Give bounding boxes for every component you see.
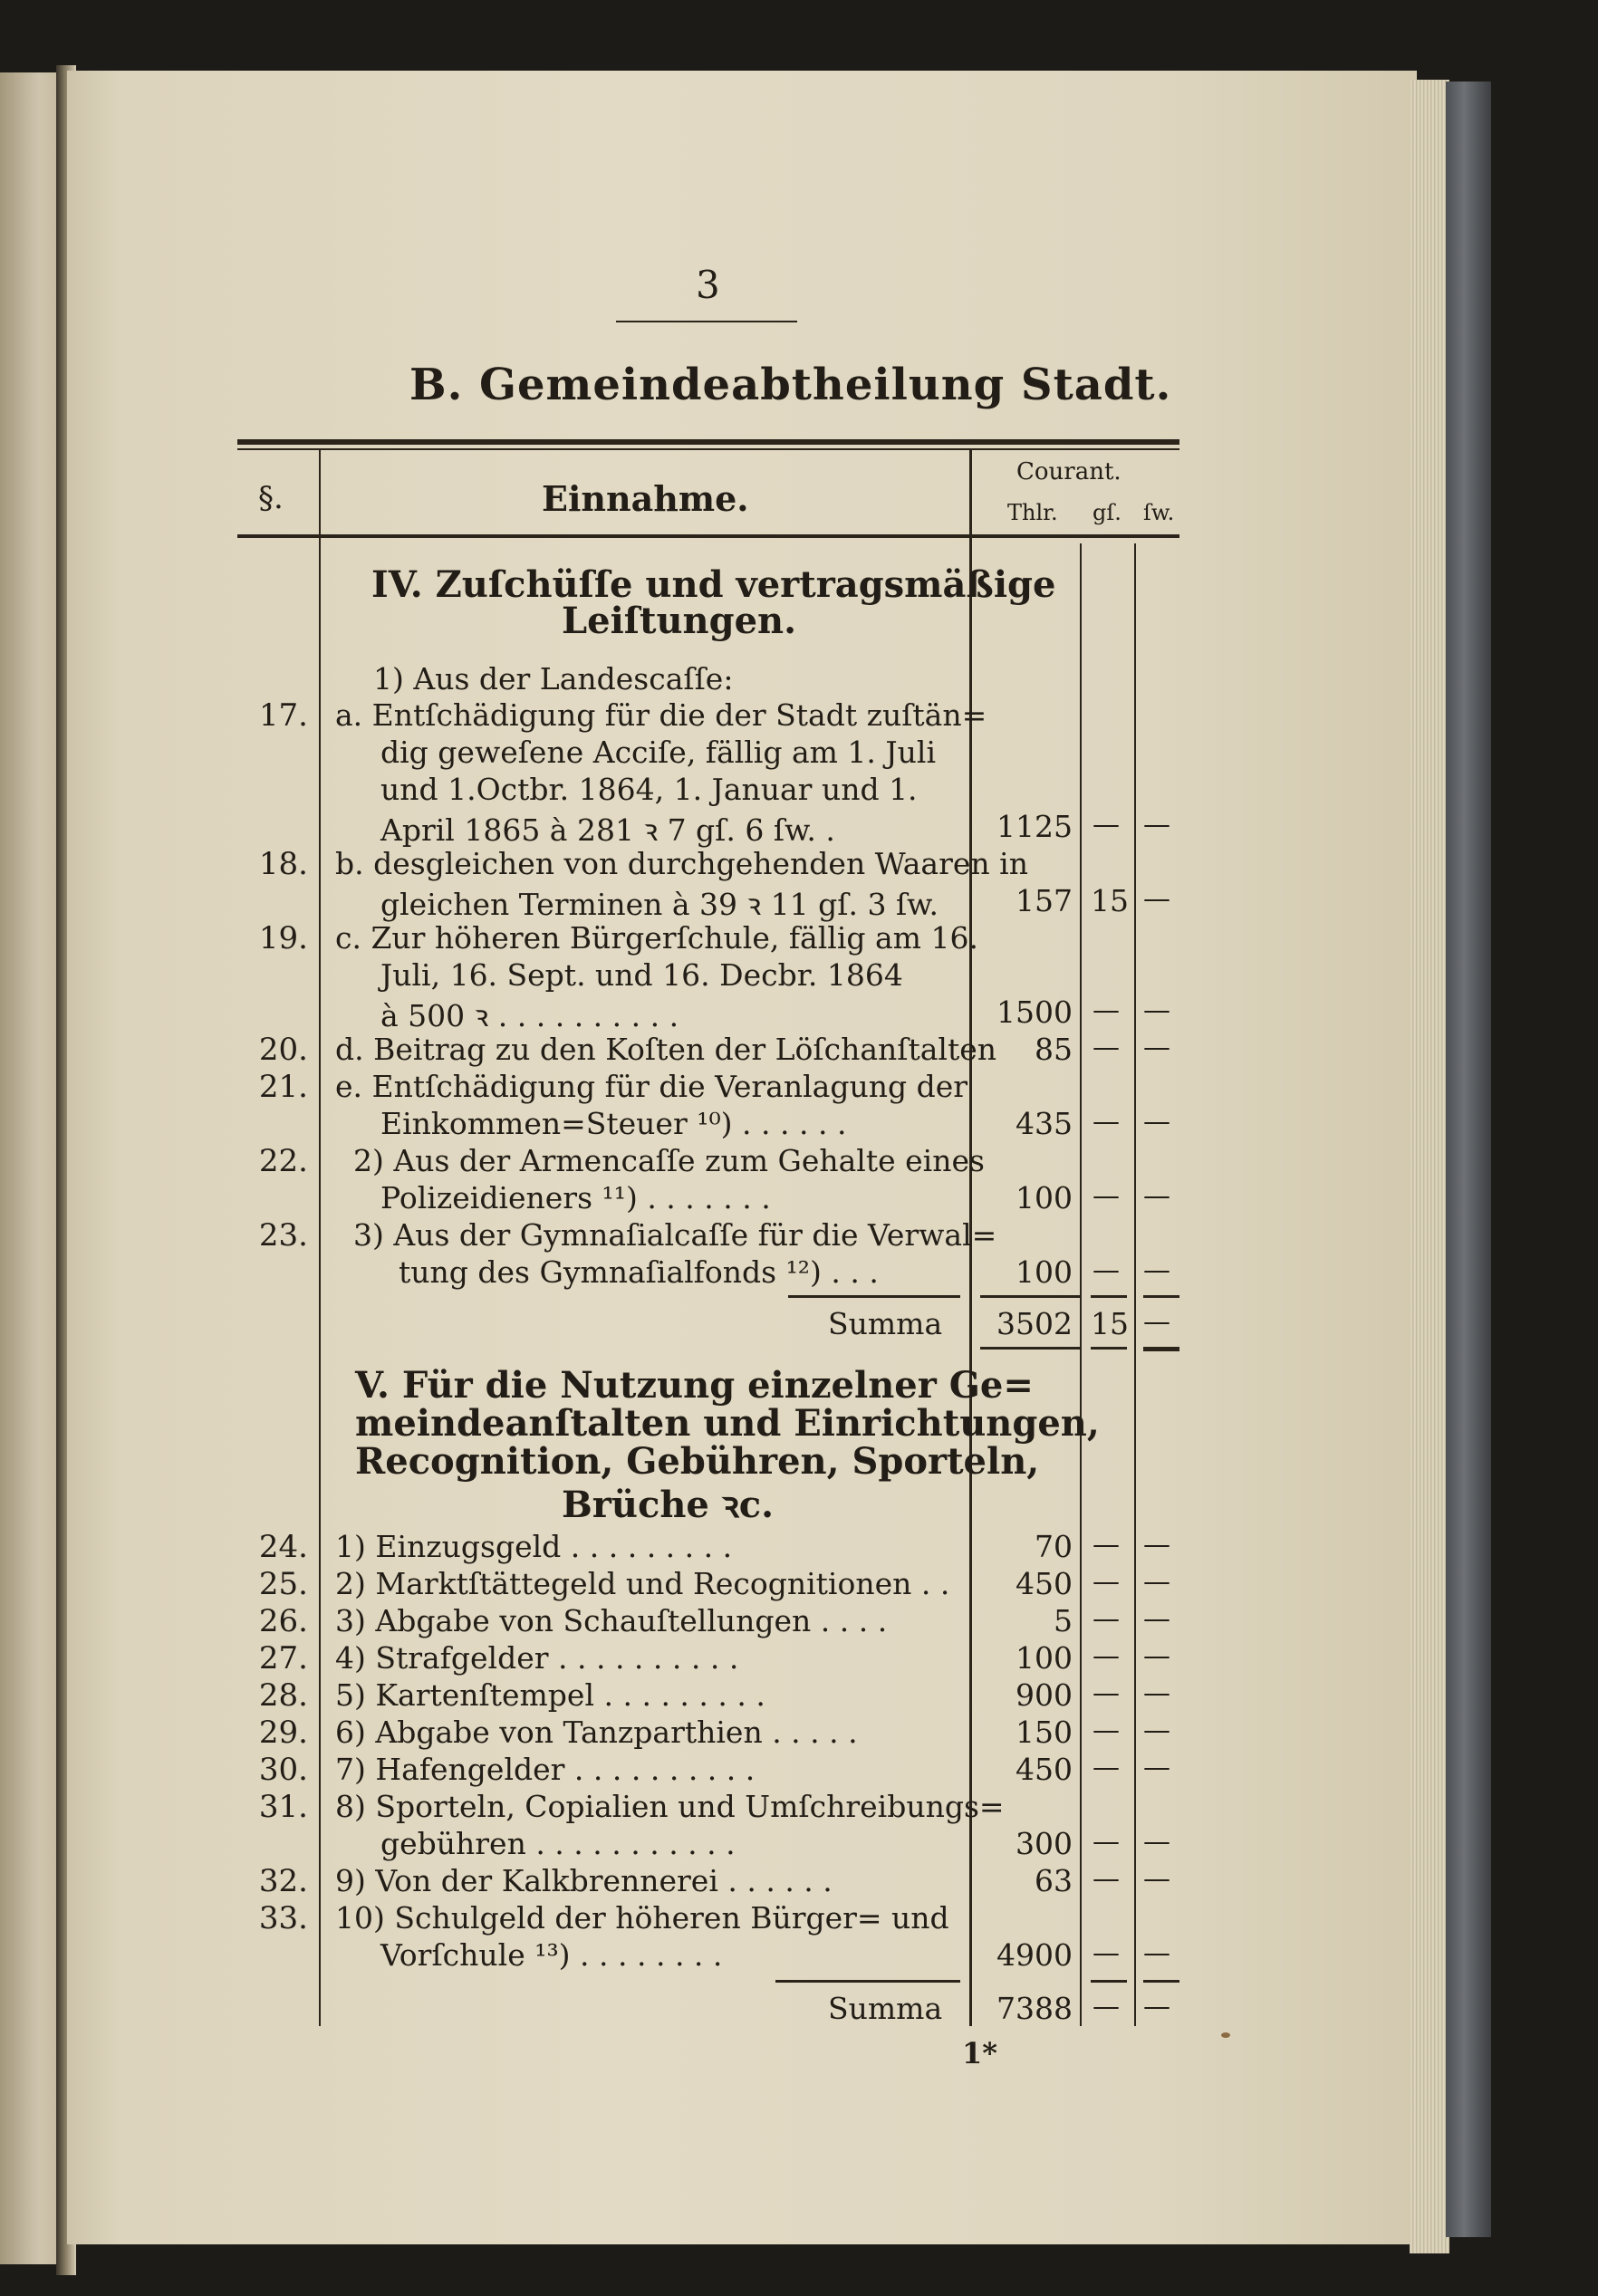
section-number: 24.: [258, 1529, 308, 1565]
amount-gs: —: [1093, 994, 1120, 1026]
section-number: 33.: [258, 1900, 308, 1936]
amount-thlr: 5: [1054, 1603, 1073, 1638]
amount-thlr: 100: [1016, 1180, 1073, 1215]
section-number: 27.: [258, 1640, 308, 1676]
summa-rule: [980, 1295, 1080, 1298]
table-top-rule-thin: [237, 448, 1179, 450]
section-number: 32.: [258, 1863, 308, 1899]
row-line: 4) Strafgelder . . . . . . . . . .: [335, 1640, 739, 1676]
page-number-rule: [616, 321, 797, 322]
amount-thlr: 85: [1035, 1032, 1073, 1067]
row-line: d. Beitrag zu den Koſten der Löſchanſtalten: [335, 1032, 996, 1067]
row-line: und 1.Octbr. 1864, 1. Januar und 1.: [380, 772, 918, 807]
section-iv-subheading: 1) Aus der Landescaſſe:: [373, 661, 734, 696]
amount-thlr: 450: [1016, 1752, 1073, 1787]
summa-thlr: 7388: [996, 1991, 1073, 2026]
table-top-rule: [237, 439, 1179, 445]
section-number: 18.: [258, 846, 308, 882]
section-number: 20.: [258, 1032, 308, 1068]
amount-sw: —: [1143, 1032, 1170, 1063]
row-line: April 1865 à 281 ꝛ 7 gſ. 6 ſw. .: [380, 812, 835, 848]
amount-gs: —: [1093, 1826, 1120, 1858]
amount-thlr: 70: [1035, 1529, 1073, 1564]
row-line: Vorſchule ¹³) . . . . . . . .: [380, 1937, 723, 1973]
gs-column-rule: [1134, 543, 1136, 2026]
amount-gs: —: [1093, 1603, 1120, 1635]
section-number: 30.: [258, 1752, 308, 1788]
amount-gs: —: [1093, 1032, 1120, 1063]
section-column-header: §.: [258, 480, 284, 516]
summa-label: Summa: [828, 1306, 943, 1341]
section-column-rule: [319, 450, 321, 2026]
amount-sw: —: [1143, 809, 1170, 841]
section-number: 21.: [258, 1069, 308, 1105]
amount-sw: —: [1143, 994, 1170, 1026]
row-line: 10) Schulgeld der höheren Bürger= und: [335, 1900, 949, 1936]
ink-spot: [1221, 2032, 1230, 2038]
section-number: 29.: [258, 1715, 308, 1751]
amount-sw: —: [1143, 1715, 1170, 1746]
amount-gs: —: [1093, 1863, 1120, 1895]
amount-sw: —: [1143, 1677, 1170, 1709]
amount-thlr: 1500: [996, 994, 1073, 1030]
section-v-heading-line2: meindeanſtalten und Einrichtungen,: [355, 1402, 1100, 1445]
table-header-rule: [237, 534, 1179, 538]
amount-thlr: 100: [1016, 1254, 1073, 1290]
summa-rule: [1091, 1295, 1127, 1298]
thlr-column-header: Thlr.: [1007, 500, 1058, 525]
row-line: 7) Hafengelder . . . . . . . . . .: [335, 1752, 756, 1787]
amount-gs: —: [1093, 809, 1120, 841]
row-line: 2) Marktſtättegeld und Recognitionen . .: [335, 1566, 950, 1601]
row-line: 3) Abgabe von Schauſtellungen . . . .: [335, 1603, 888, 1638]
summa-sw: —: [1143, 1306, 1170, 1338]
row-line: 6) Abgabe von Tanzparthien . . . . .: [335, 1715, 858, 1750]
row-line: c. Zur höheren Bürgerſchule, fällig am 16.: [335, 920, 978, 956]
amount-sw: —: [1143, 1603, 1170, 1635]
currency-column-header: Courant.: [1016, 458, 1121, 485]
row-line: a. Entſchädigung für die der Stadt zuſtän=: [335, 697, 987, 733]
amount-sw: —: [1143, 1529, 1170, 1561]
page-title: B. Gemeindeabtheilung Stadt.: [409, 360, 1172, 410]
section-number: 19.: [258, 920, 308, 956]
row-line: dig geweſene Acciſe, fällig am 1. Juli: [380, 735, 936, 770]
row-line: Polizeidieners ¹¹) . . . . . . .: [380, 1180, 771, 1215]
amount-sw: —: [1143, 1566, 1170, 1598]
amount-thlr: 100: [1016, 1640, 1073, 1676]
row-line: 9) Von der Kalkbrennerei . . . . . .: [335, 1863, 833, 1898]
summa-rule: [1143, 1980, 1179, 1983]
amount-thlr: 435: [1016, 1106, 1073, 1141]
row-line: 1) Einzugsgeld . . . . . . . . .: [335, 1529, 733, 1564]
row-line: 2) Aus der Armencaſſe zum Gehalte eines: [353, 1143, 985, 1178]
amount-gs: —: [1093, 1677, 1120, 1709]
amount-gs: —: [1093, 1180, 1120, 1212]
amount-sw: —: [1143, 1254, 1170, 1286]
section-number: 22.: [258, 1143, 308, 1179]
amount-thlr: 157: [1016, 883, 1073, 918]
row-line: 5) Kartenſtempel . . . . . . . . .: [335, 1677, 765, 1713]
summa-underline: [980, 1347, 1080, 1350]
summa-sw: —: [1143, 1991, 1170, 2022]
amount-thlr: 900: [1016, 1677, 1073, 1713]
amount-sw: —: [1143, 1640, 1170, 1672]
amount-thlr: 450: [1016, 1566, 1073, 1601]
summa-thlr: 3502: [996, 1306, 1073, 1341]
book-cover: [1446, 82, 1491, 2237]
section-number: 25.: [258, 1566, 308, 1602]
sw-column-header: ſw.: [1143, 500, 1175, 525]
amount-gs: —: [1093, 1937, 1120, 1969]
row-line: b. desgleichen von durchgehenden Waaren in: [335, 846, 1028, 881]
description-column-header: Einnahme.: [542, 478, 749, 519]
summa-underline: [1091, 1347, 1127, 1350]
row-line: tung des Gymnaſialfonds ¹²) . . .: [399, 1254, 879, 1290]
amount-sw: —: [1143, 883, 1170, 915]
row-line: 8) Sporteln, Copialien und Umſchreibungs=: [335, 1789, 1005, 1824]
summa-rule: [1143, 1295, 1179, 1298]
amount-sw: —: [1143, 1106, 1170, 1138]
amount-thlr: 300: [1016, 1826, 1073, 1861]
printer-signature: 1*: [962, 2036, 997, 2070]
amount-sw: —: [1143, 1180, 1170, 1212]
section-number: 23.: [258, 1217, 308, 1254]
section-v-heading-line1: V. Für die Nutzung einzelner Ge=: [355, 1364, 1034, 1407]
summa-gs: —: [1093, 1991, 1120, 2022]
summa-gs: 15: [1091, 1306, 1129, 1341]
summa-rule: [775, 1980, 960, 1983]
amount-sw: —: [1143, 1863, 1170, 1895]
summa-label: Summa: [828, 1991, 943, 2026]
summa-underline: [1143, 1347, 1179, 1351]
thlr-column-rule: [1080, 543, 1082, 2026]
gs-column-header: gſ.: [1093, 500, 1121, 525]
amount-sw: —: [1143, 1826, 1170, 1858]
section-number: 26.: [258, 1603, 308, 1639]
amount-gs: —: [1093, 1640, 1120, 1672]
row-line: à 500 ꝛ . . . . . . . . . .: [380, 998, 679, 1033]
page-number: 3: [696, 263, 720, 307]
row-line: Einkommen=Steuer ¹⁰) . . . . . .: [380, 1106, 847, 1141]
amount-thlr: 4900: [996, 1937, 1073, 1973]
amount-thlr: 63: [1035, 1863, 1073, 1898]
amount-gs: —: [1093, 1566, 1120, 1598]
page-edges: [1410, 80, 1449, 2253]
row-line: gebühren . . . . . . . . . . .: [380, 1826, 736, 1861]
amount-sw: —: [1143, 1937, 1170, 1969]
row-line: gleichen Terminen à 39 ꝛ 11 gſ. 3 ſw.: [380, 887, 939, 922]
section-v-heading-line3: Recognition, Gebühren, Sporteln,: [355, 1440, 1040, 1483]
row-line: e. Entſchädigung für die Veranlagung der: [335, 1069, 968, 1104]
section-iv-heading-line2: Leiſtungen.: [562, 600, 797, 642]
amount-sw: —: [1143, 1752, 1170, 1783]
amount-thlr: 1125: [996, 809, 1073, 844]
amount-gs: —: [1093, 1254, 1120, 1286]
amount-gs: 15: [1091, 883, 1129, 918]
section-number: 28.: [258, 1677, 308, 1714]
amount-gs: —: [1093, 1752, 1120, 1783]
section-v-heading-line4: Brüche ꝛc.: [562, 1484, 775, 1526]
section-iv-heading-line1: IV. Zuſchüſſe und vertragsmäßige: [371, 563, 1056, 606]
amount-gs: —: [1093, 1715, 1120, 1746]
amount-thlr: 150: [1016, 1715, 1073, 1750]
section-number: 17.: [258, 697, 308, 734]
row-line: Juli, 16. Sept. und 16. Decbr. 1864: [380, 957, 903, 993]
row-line: 3) Aus der Gymnaſialcaſſe für die Verwal=: [353, 1217, 997, 1253]
summa-rule: [1091, 1980, 1127, 1983]
amount-gs: —: [1093, 1529, 1120, 1561]
section-number: 31.: [258, 1789, 308, 1825]
amount-gs: —: [1093, 1106, 1120, 1138]
summa-rule: [788, 1295, 960, 1298]
